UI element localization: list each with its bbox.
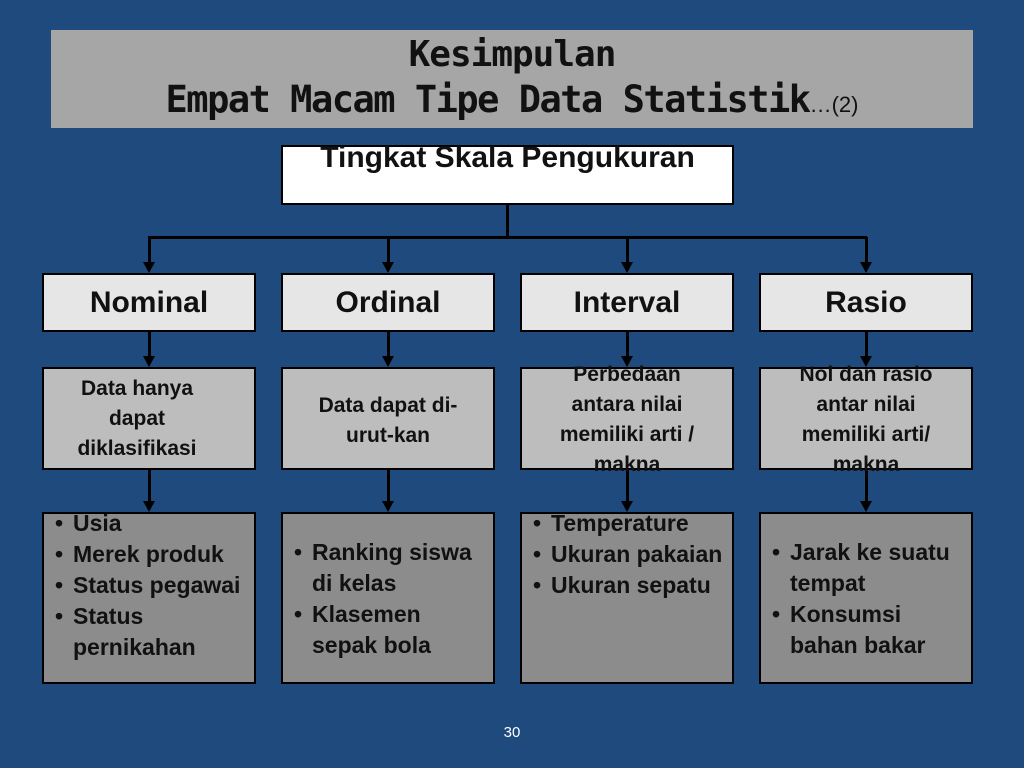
examples-list bbox=[55, 508, 251, 663]
list-item: • Ukuran pakaian bbox=[533, 539, 729, 570]
arrow-down-icon bbox=[382, 501, 394, 512]
examples-ordinal bbox=[281, 512, 495, 684]
list-item: • Usia bbox=[55, 508, 251, 539]
arrow-down-icon bbox=[621, 262, 633, 273]
connector-drop-3 bbox=[626, 237, 629, 264]
examples-nominal bbox=[42, 512, 256, 684]
definition-ordinal bbox=[281, 367, 495, 470]
connector-root-stem bbox=[506, 205, 509, 238]
subtitle-suffix: …(2) bbox=[809, 92, 859, 117]
definition-rasio bbox=[759, 363, 973, 476]
category-nominal: Nominal bbox=[42, 273, 256, 332]
category-ordinal: Ordinal bbox=[281, 273, 495, 332]
connector-cat-def-2 bbox=[387, 332, 390, 358]
examples-list bbox=[772, 537, 968, 661]
definition-text: Data dapat di-urut-kan bbox=[318, 394, 458, 447]
connector-drop-2 bbox=[387, 237, 390, 264]
slide-title: Kesimpulan bbox=[408, 34, 616, 75]
examples-interval bbox=[520, 512, 734, 684]
arrow-down-icon bbox=[143, 262, 155, 273]
definition-text: Perbedaan antara nilai memiliki arti / makna bbox=[559, 363, 695, 476]
connector-drop-4 bbox=[865, 237, 868, 264]
page-number: 30 bbox=[503, 724, 521, 741]
subtitle-text: Empat Macam Tipe Data Statistik bbox=[165, 78, 810, 121]
examples-list bbox=[533, 508, 729, 601]
connector-horizontal bbox=[148, 236, 867, 239]
definition-text: Nol dan rasio antar nilai memiliki arti/ makna bbox=[799, 363, 933, 476]
list-item: • Ukuran sepatu bbox=[533, 570, 729, 601]
root-node bbox=[281, 141, 734, 205]
arrow-down-icon bbox=[382, 356, 394, 367]
connector-cat-def-3 bbox=[626, 332, 629, 358]
list-item: • Status pernikahan bbox=[55, 601, 251, 663]
definition-nominal bbox=[42, 367, 256, 470]
list-item: • Jarak ke suatu tempat bbox=[772, 537, 968, 599]
list-item: • Status pegawai bbox=[55, 570, 251, 601]
connector-cat-def-1 bbox=[148, 332, 151, 358]
slide-title-bar bbox=[51, 30, 973, 128]
list-item: • Temperature bbox=[533, 508, 729, 539]
list-item: • Ranking siswa di kelas bbox=[294, 537, 490, 599]
definition-interval bbox=[520, 363, 734, 476]
arrow-down-icon bbox=[382, 262, 394, 273]
connector-drop-1 bbox=[148, 237, 151, 264]
arrow-down-icon bbox=[860, 262, 872, 273]
examples-rasio bbox=[759, 512, 973, 684]
list-item: • Klasemen sepak bola bbox=[294, 599, 490, 661]
slide-subtitle bbox=[51, 78, 973, 121]
connector-cat-def-4 bbox=[865, 332, 868, 358]
definition-text: Data hanya dapat diklasifikasi bbox=[77, 377, 197, 460]
examples-list bbox=[294, 537, 490, 661]
root-node-label: Tingkat Skala Pengukuran bbox=[320, 141, 695, 174]
arrow-down-icon bbox=[143, 356, 155, 367]
connector-def-ex-1 bbox=[148, 470, 151, 503]
list-item: • Konsumsi bahan bakar bbox=[772, 599, 968, 661]
arrow-down-icon bbox=[860, 501, 872, 512]
list-item: • Merek produk bbox=[55, 539, 251, 570]
category-rasio: Rasio bbox=[759, 273, 973, 332]
connector-def-ex-2 bbox=[387, 470, 390, 503]
category-interval: Interval bbox=[520, 273, 734, 332]
